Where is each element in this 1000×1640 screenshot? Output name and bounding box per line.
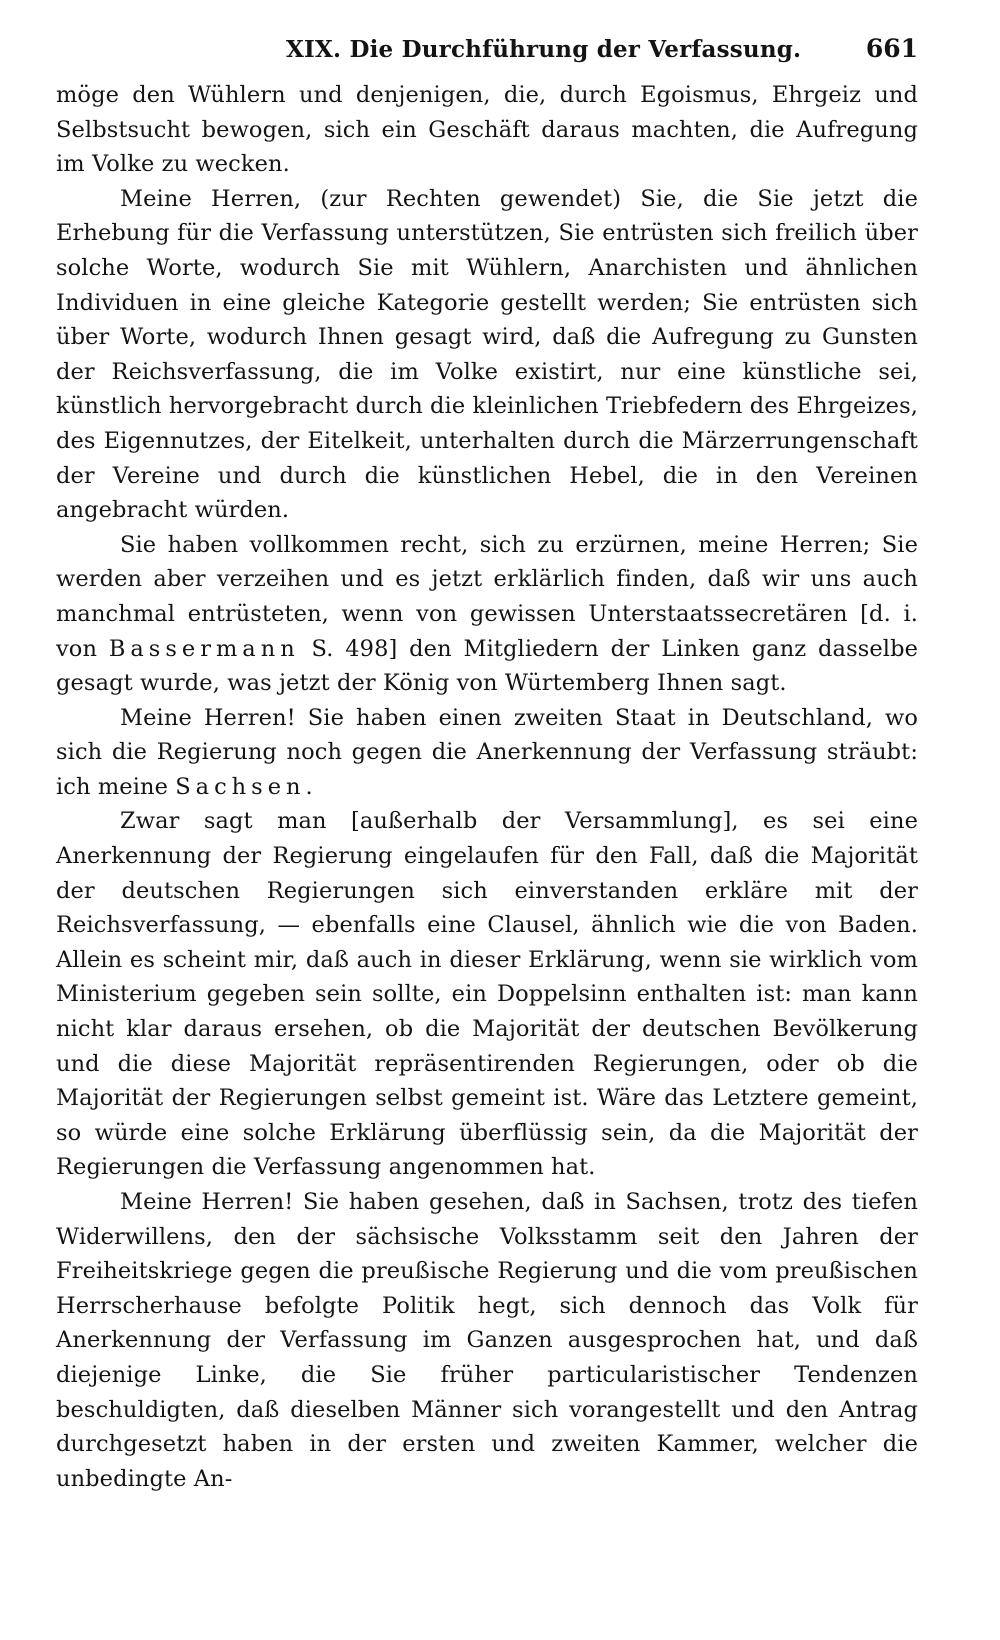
paragraph-3-text-a: Sie haben vollkommen recht, sich zu erzürnen, meine Herren; Sie werden aber verzeihen und es jetzt erklärlich finden, daß wir uns auch manchmal entrüsteten, wenn von gewissen Unterstaatssecretären [d. i. von: [56, 531, 918, 662]
paragraph-5: Zwar sagt man [außerhalb der Versammlung], es sei eine Anerkennung der Regierung eingelaufen für den Fall, daß die Majorität der deutschen Regierungen sich einverstanden erkläre mit der Reichsverfassung, — ebenfalls eine Clausel, ähnlich wie die von Baden. Allein es scheint mir, daß auch in dieser Erklärung, wenn sie wirklich vom Ministerium gegeben sein sollte, ein Doppelsinn enthalten ist: man kann nicht klar daraus ersehen, ob die Majorität der deutschen Bevölkerung und die diese Majorität repräsentirenden Regierungen, oder ob die Majorität der Regierungen selbst gemeint ist. Wäre das Letztere gemeint, so würde eine solche Erklärung überflüssig sein, da die Majorität der Regierungen die Verfassung angenommen hat.: [56, 808, 918, 1181]
body-text: [56, 78, 918, 1496]
paragraph-2: Meine Herren, (zur Rechten gewendet) Sie, die Sie jetzt die Erhebung für die Verfassung unterstützen, Sie entrüsten sich freilich über solche Worte, wodurch Sie mit Wühlern, Anarchisten und ähnlichen Individuen in eine gleiche Kategorie gestellt werden; Sie entrüsten sich über Worte, wodurch Ihnen gesagt wird, daß die Aufregung zu Gunsten der Reichsverfassung, die im Volke existirt, nur eine künstliche sei, künstlich hervorgebracht durch die kleinlichen Triebfedern des Ehrgeizes, des Eigennutzes, der Eitelkeit, unterhalten durch die Märzerrungenschaft der Vereine und durch die künstlichen Hebel, die in den Vereinen angebracht würden.: [56, 185, 918, 524]
paragraph-4: [56, 701, 918, 805]
paragraph-3: [56, 528, 918, 701]
paragraph-1: möge den Wühlern und denjenigen, die, durch Egoismus, Ehrgeiz und Selbstsucht bewogen, sich ein Geschäft daraus machten, die Aufregung im Volke zu wecken.: [56, 82, 918, 178]
chapter-title: XIX. Die Durchführung der Verfassung.: [286, 36, 802, 63]
book-page: [56, 30, 918, 1610]
running-head: [56, 30, 918, 78]
spaced-name-bassermann: Bassermann: [108, 635, 300, 662]
paragraph-3-text-b: S. 498] den Mitgliedern der Linken ganz dasselbe gesagt wurde, was jetzt der König von Würtemberg Ihnen sagt.: [56, 635, 918, 697]
spaced-name-sachsen: Sachsen: [175, 773, 306, 800]
paragraph-4-text-a: Meine Herren! Sie haben einen zweiten Staat in Deutschland, wo sich die Regierung noch gegen die Anerkennung der Verfassung sträubt: ich meine: [56, 704, 918, 800]
paragraph-4-text-b: .: [305, 773, 313, 800]
paragraph-6: Meine Herren! Sie haben gesehen, daß in Sachsen, trotz des tiefen Widerwillens, den der sächsische Volksstamm seit den Jahren der Freiheitskriege gegen die preußische Regierung und die vom preußischen Herrscherhause befolgte Politik hegt, sich dennoch das Volk für Anerkennung der Verfassung im Ganzen ausgesprochen hat, und daß diejenige Linke, die Sie früher particularistischer Tendenzen beschuldigten, daß dieselben Männer sich vorangestellt und den Antrag durchgesetzt haben in der ersten und zweiten Kammer, welcher die unbedingte An-: [56, 1189, 918, 1492]
page-number: 661: [865, 34, 918, 63]
